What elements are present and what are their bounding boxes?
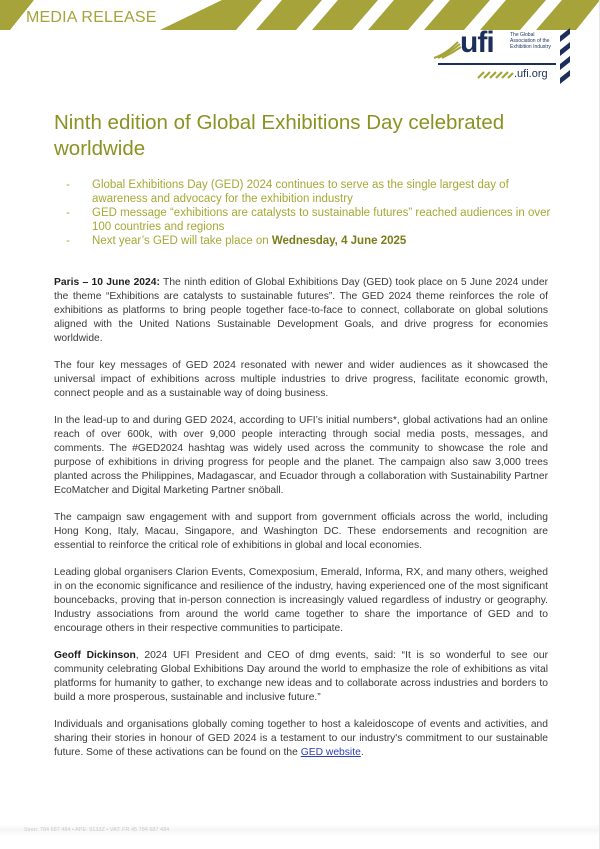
ufi-brand: ufi (460, 26, 494, 59)
ufi-tagline: The Global Association of the Exhibition Industry (510, 32, 551, 50)
highlight-item (72, 234, 552, 248)
paragraph-intro (54, 276, 548, 346)
paragraph-end: . (360, 747, 364, 758)
paragraph-organisers: Leading global organisers Clarion Events, Comexposium, Emerald, Informa, RX, and many others, weighed in on the economic significance and resilience of the industry, having experienced one of the most significant bouncebacks, proving that in-person connection is increasingly valued regardless of industry or geography. Industry associations from around the world came together to share the importance of GED and to encourage others in their respective communities to participate. (54, 567, 548, 634)
ged-website-link[interactable]: GED website (300, 747, 361, 758)
paragraph-closing (54, 718, 548, 760)
footer-legal: Siren: 784 687 484 • APE: 9133Z • VAT: FR 45 784 687 484 (24, 827, 170, 833)
paragraph-government: The campaign saw engagement with and support from government officials across the world, including Hong Kong, Italy, Macau, Singapore, and Washington DC. These endorsements and recognition are essential to reinforce the critical role of exhibitions in global and local economies. (54, 512, 548, 551)
highlight-item: - GED message “exhibitions are catalysts to sustainable futures” reached audiences in over 100 countries and regions (72, 206, 552, 234)
highlight-text: Next year’s GED will take place on (92, 235, 272, 247)
paragraph-text: , 2024 UFI President and CEO of dmg events, said: “It is so wonderful to see our community celebrating Global Exhibitions Day around the world to emphasize the role of exhibitions as vital platforms for humanity to gather, to exchange new ideas and to collaborate across industries and borders to build a more prosperous, sustainable and inclusive future.” (54, 650, 549, 703)
press-release-body (54, 276, 548, 773)
paragraph-text: The ninth edition of Global Exhibitions Day (GED) took place on 5 June 2024 under the theme “Exhibitions are catalysts to sustainable futures”. The GED 2024 theme reinforces the role of exhibitions as platforms to bring people together face-to-face to connect, collaborate on global solutions aligned with the United Nations Sustainable Development Goals, and drive progress for economies worldwide. (54, 277, 548, 344)
logo-dots-icon (476, 70, 514, 80)
logo-swoosh-icon (432, 40, 462, 60)
paragraph-text: Individuals and organisations globally coming together to host a kaleidoscope of events and activities, and sharing their stories in honour of GED 2024 is a testament to our industry's commitment to our sustainable future. Some of these activations can be found on the (54, 719, 548, 758)
ufi-logo (430, 26, 580, 86)
media-release-label: MEDIA RELEASE (26, 9, 157, 26)
page-title: Ninth edition of Global Exhibitions Day celebrated worldwide (54, 111, 505, 160)
logo-divider (438, 63, 556, 65)
dateline: Paris – 10 June 2024: (54, 277, 160, 288)
ufi-website: .ufi.org (514, 68, 548, 80)
paragraph-numbers: In the lead-up to and during GED 2024, according to UFI’s initial numbers*, global activations had an online reach of over 600k, with over 9,000 people interacting through social media posts, messages, and comments. The #GED2024 hashtag was widely used across the community to showcase the role and purpose of exhibitions in driving progress for people and the planet. The campaign also saw 3,000 trees planted across the Philippines, Madagascar, and Ecuador through a collaboration with Sustainability Partner EcoMatcher and Digital Marketing Partner snöball. (54, 415, 548, 496)
paragraph-key-messages: The four key messages of GED 2024 resonated with newer and wider audiences as it showcased the universal impact of exhibitions across multiple industries to drive progress, facilitate economic growth, connect people and as a sustainable way of doing business. (54, 360, 548, 399)
highlight-date: Wednesday, 4 June 2025 (271, 235, 407, 247)
paragraph-quote (54, 649, 548, 705)
speaker-name: Geoff Dickinson (54, 650, 136, 661)
highlight-item: - Global Exhibitions Day (GED) 2024 continues to serve as the single largest day of awareness and advocacy for the exhibition industry (72, 178, 552, 206)
logo-bars-icon (558, 28, 572, 86)
highlights-list (72, 178, 552, 248)
